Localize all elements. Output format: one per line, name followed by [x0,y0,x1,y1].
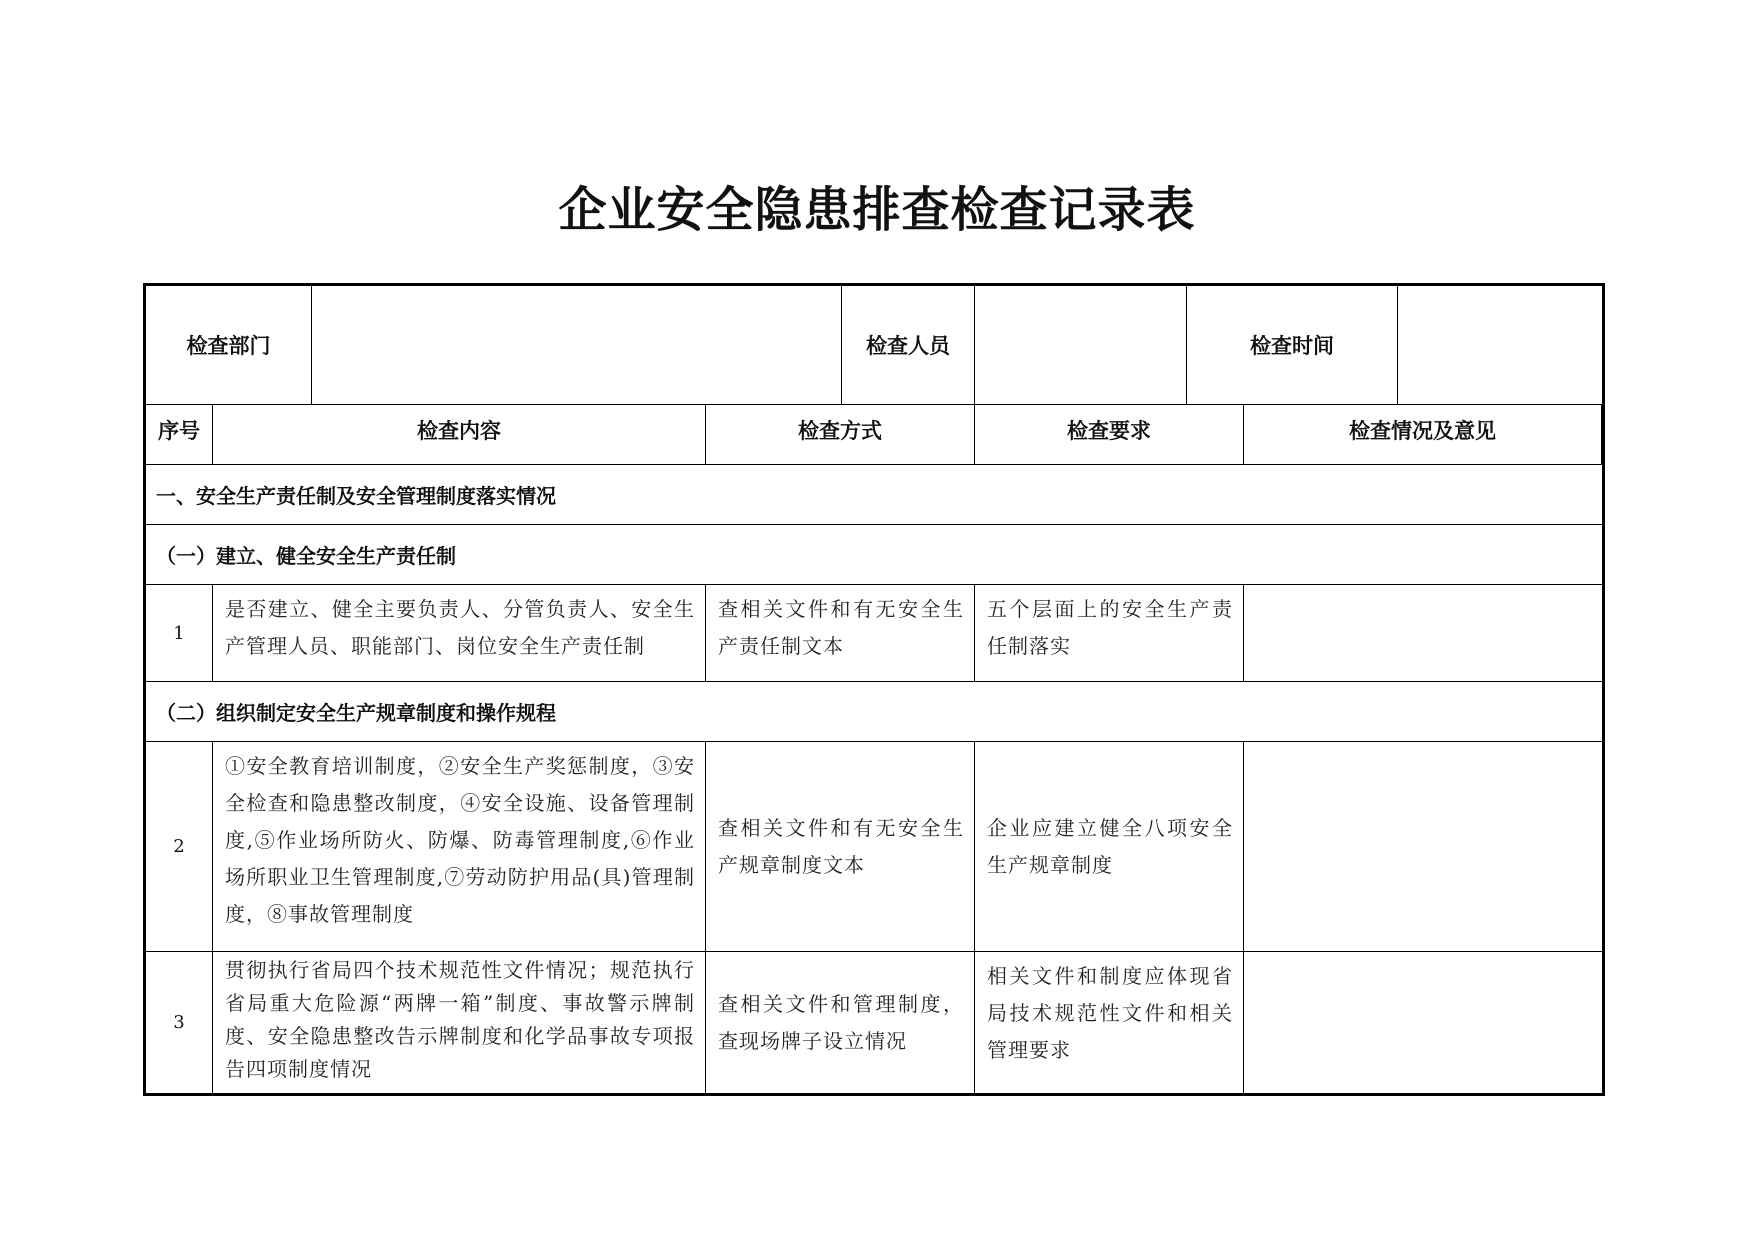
inspection-table [143,283,1605,1096]
time-field[interactable] [1398,286,1602,405]
col-result: 检查情况及意见 [1244,405,1602,465]
row-1-method: 查相关文件和有无安全生产责任制文本 [706,585,975,682]
inspector-label: 检查人员 [842,286,975,405]
row-1-no: 1 [146,585,213,682]
subsection-heading-1: （一）建立、健全安全生产责任制 [146,525,1602,585]
row-3-requirement: 相关文件和制度应体现省局技术规范性文件和相关管理要求 [975,952,1244,1093]
subsection-heading-2: （二）组织制定安全生产规章制度和操作规程 [146,682,1602,742]
row-2-method-cell [706,742,975,952]
page-title: 企业安全隐患排查检查记录表 [558,182,1196,238]
row-2-requirement: 企业应建立健全八项安全生产规章制度 [987,815,1233,877]
row-1-content: 是否建立、健全主要负责人、分管负责人、安全生产管理人员、职能部门、岗位安全生产责任制 [213,585,706,682]
row-3-no: 3 [146,952,213,1093]
row-2-method: 查相关文件和有无安全生产规章制度文本 [718,815,964,877]
row-2-content: ①安全教育培训制度，②安全生产奖惩制度，③安全检查和隐患整改制度，④安全设施、设备管理制度,⑤作业场所防火、防爆、防毒管理制度,⑥作业场所职业卫生管理制度,⑦劳动防护用品(具)管理制度，⑧事故管理制度 [213,742,706,952]
row-1-result[interactable] [1244,585,1602,682]
col-no: 序号 [146,405,213,465]
dept-field[interactable] [312,286,842,405]
col-method: 检查方式 [706,405,975,465]
row-1-requirement: 五个层面上的安全生产责任制落实 [975,585,1244,682]
row-3-result[interactable] [1244,952,1602,1093]
row-2-result[interactable] [1244,742,1602,952]
dept-label: 检查部门 [146,286,312,405]
row-2-no: 2 [146,742,213,952]
inspector-field[interactable] [975,286,1187,405]
row-3-method-cell [706,952,975,1093]
section-heading-1: 一、安全生产责任制及安全管理制度落实情况 [146,465,1602,525]
col-content: 检查内容 [213,405,706,465]
row-3-content: 贯彻执行省局四个技术规范性文件情况；规范执行省局重大危险源“两牌一箱”制度、事故警示牌制度、安全隐患整改告示牌制度和化学品事故专项报告四项制度情况 [213,952,706,1093]
row-2-requirement-cell [975,742,1244,952]
col-requirement: 检查要求 [975,405,1244,465]
row-3-method: 查相关文件和管理制度，查现场牌子设立情况 [718,991,964,1053]
time-label: 检查时间 [1187,286,1398,405]
